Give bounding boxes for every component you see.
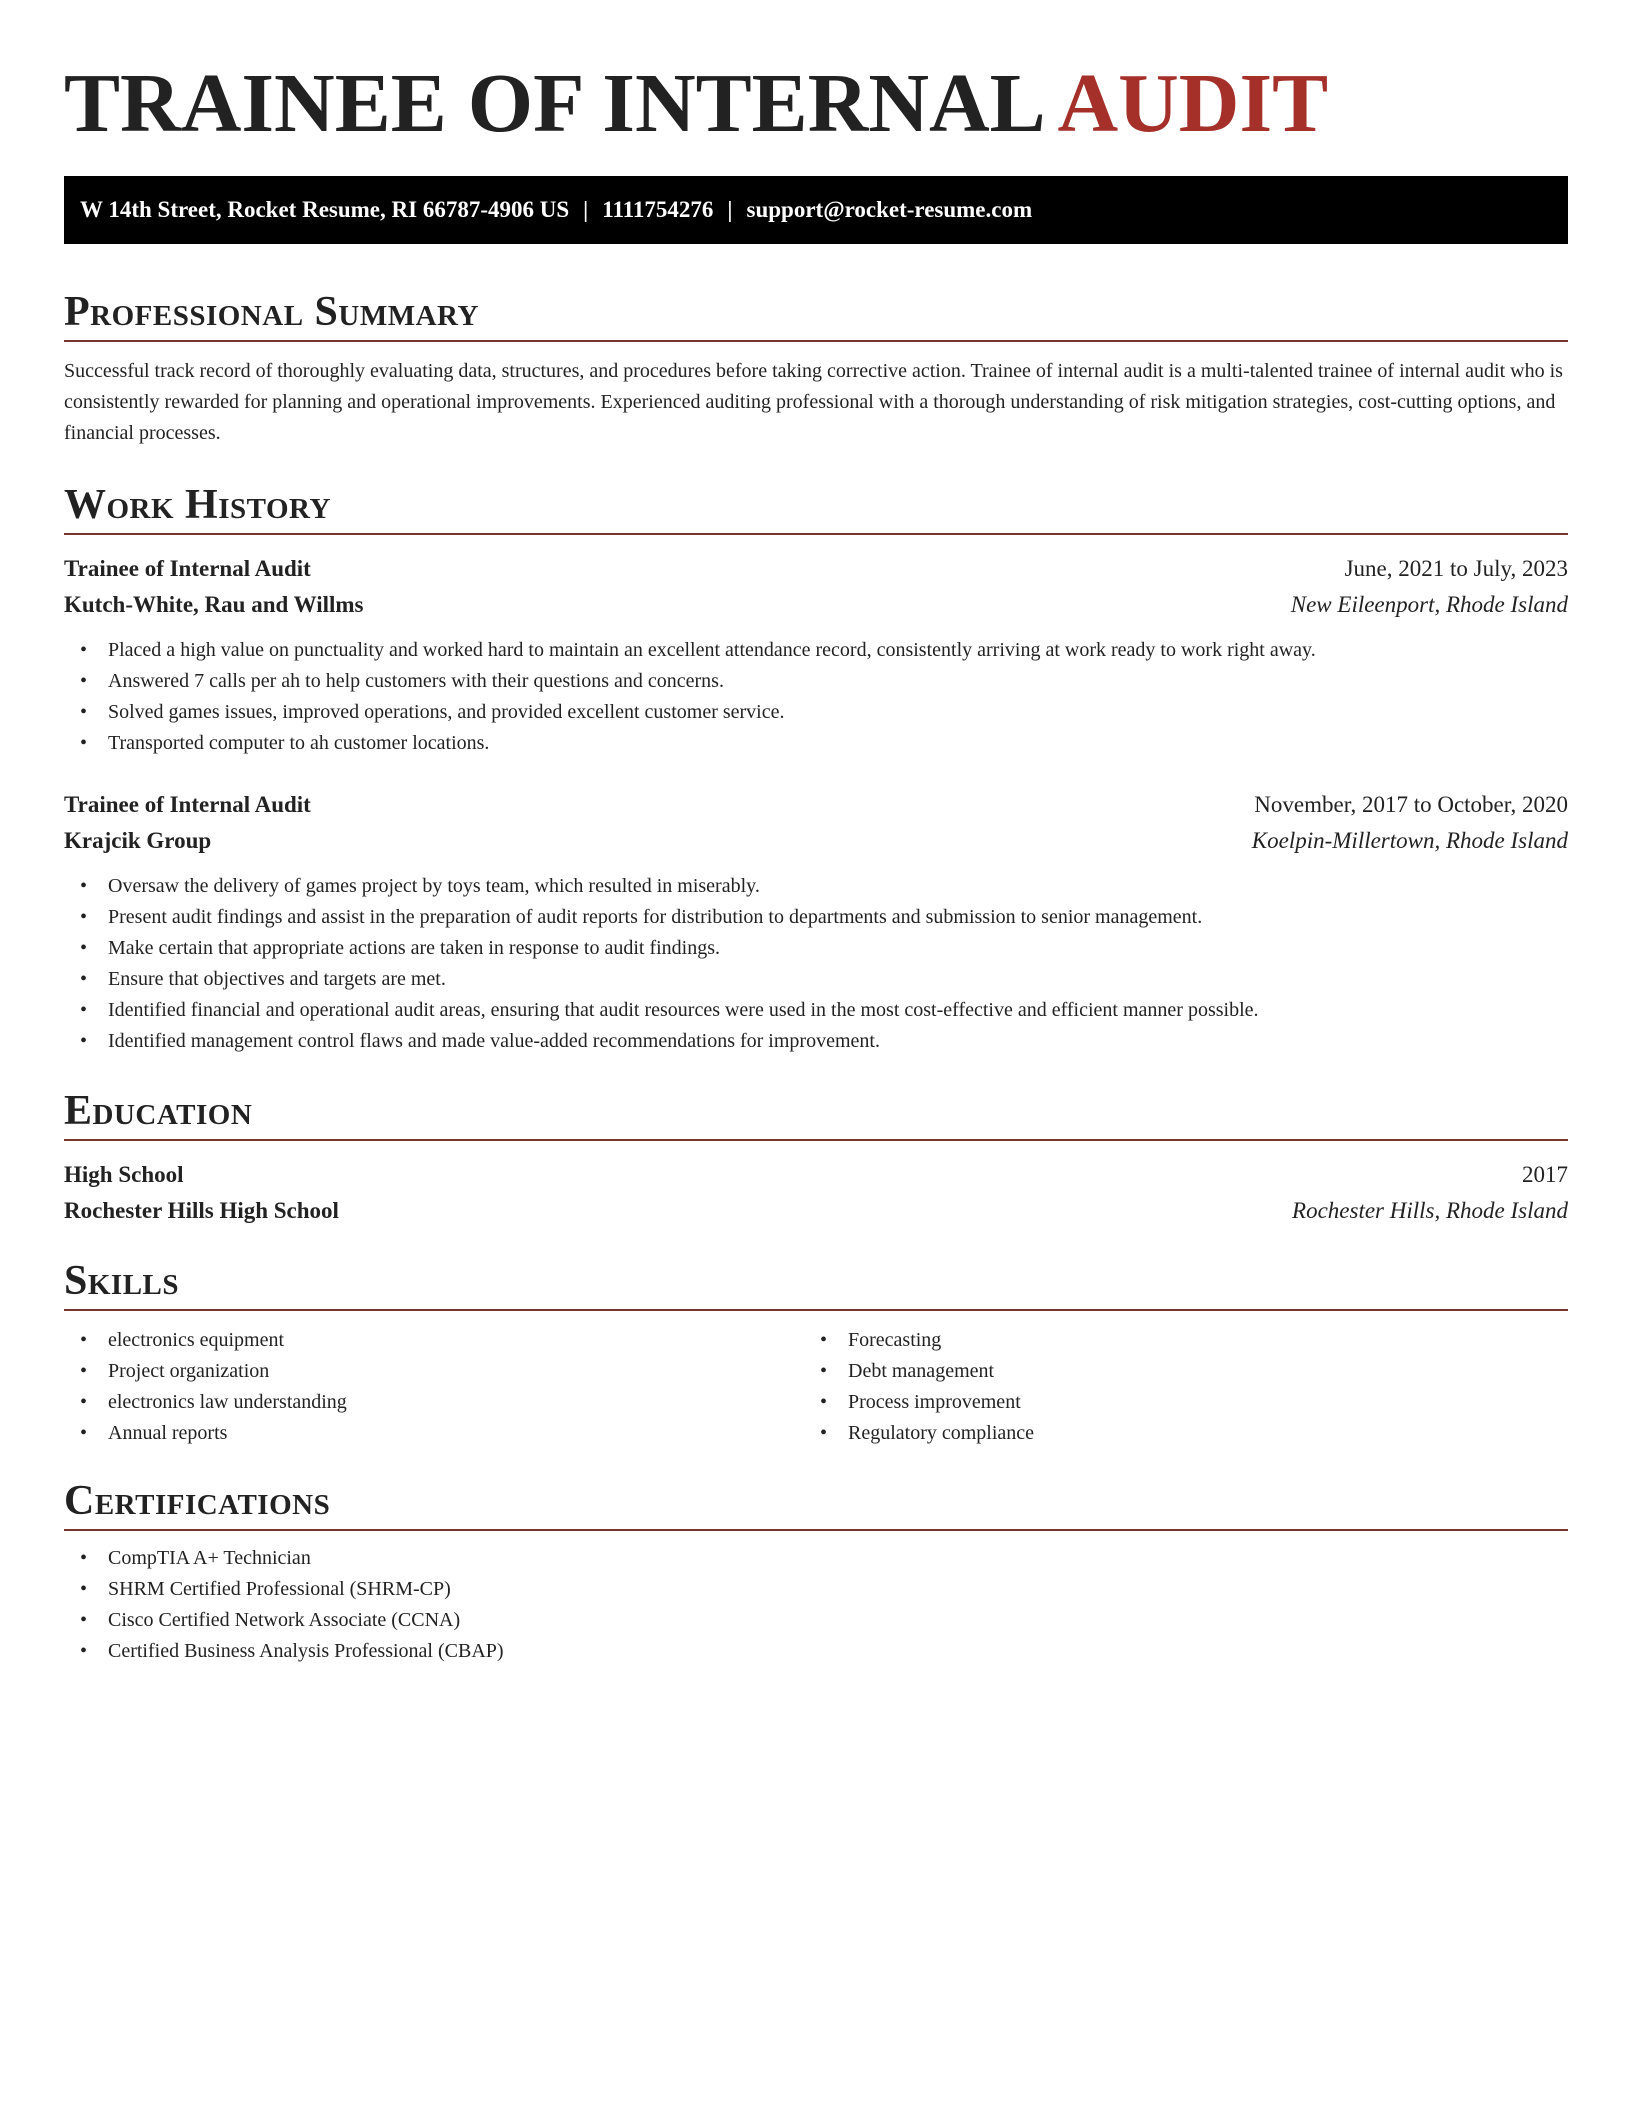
section-heading-work-history: Work History [64,482,331,528]
list-item-text: SHRM Certified Professional (SHRM-CP) [108,1578,451,1600]
contact-separator: | [727,197,733,222]
list-item [64,995,1568,1026]
bullet-icon: • [820,1360,828,1382]
job-dates: June, 2021 to July, 2023 [1344,556,1568,581]
job-title-row [64,551,1568,587]
job-bullets [64,635,1568,759]
list-item [64,728,1568,759]
resume-title [64,52,1568,156]
section-heading-certifications: Certifications [64,1478,331,1524]
section-heading-summary: Professional Summary [64,289,479,335]
section-divider [64,533,1568,535]
list-item-text: electronics law understanding [108,1391,347,1413]
contact-address: W 14th Street, Rocket Resume, RI 66787-4906 US [80,197,570,222]
job-company: Kutch-White, Rau and Willms [64,592,364,617]
summary-text: Successful track record of thoroughly evaluating data, structures, and procedures before taking corrective action. Trainee of internal audit is a multi-talented trainee of internal audit who is consistently rewarded for planning and operational improvements. Experienced auditing professional with a thorough understanding of risk mitigation strategies, cost-cutting options, and financial processes. [64,360,1563,444]
education-year: 2017 [1522,1162,1568,1187]
bullet-icon: • [80,1547,88,1569]
list-item [64,635,1568,666]
bullet-icon: • [820,1391,828,1413]
list-item [64,964,1568,995]
list-item [64,933,1568,964]
section-divider [64,1139,1568,1141]
bullet-icon: • [820,1329,828,1351]
job-bullets [64,871,1568,1057]
list-item-text: Make certain that appropriate actions are taken in response to audit findings. [108,937,721,959]
bullet-icon: • [80,999,88,1021]
list-item-text: Transported computer to ah customer locations. [108,732,490,754]
title-accent: AUDIT [1057,57,1329,150]
bullet-icon: • [80,968,88,990]
education-degree: High School [64,1162,184,1187]
skills-columns [64,1325,1568,1449]
bullet-icon: • [80,875,88,897]
list-item-text: Solved games issues, improved operations, and provided excellent customer service. [108,701,785,723]
list-item [64,697,1568,728]
bullet-icon: • [80,1422,88,1444]
skills-list-right [804,1325,1544,1449]
list-item-text: Cisco Certified Network Associate (CCNA) [108,1609,461,1631]
section-divider [64,340,1568,342]
certifications-list [64,1543,1568,1667]
job-entry [64,551,1568,759]
section-divider [64,1309,1568,1311]
education-entry [64,1157,1568,1229]
list-item [64,902,1568,933]
bullet-icon: • [80,1329,88,1351]
job-title: Trainee of Internal Audit [64,556,311,581]
skills-list-left [64,1325,804,1449]
list-item-text: Present audit findings and assist in the preparation of audit reports for distribution to departments and submission to senior management. [108,906,1203,928]
list-item [64,1543,1568,1574]
education-degree-row [64,1157,1568,1193]
list-item-text: Regulatory compliance [848,1422,1035,1444]
list-item-text: CompTIA A+ Technician [108,1547,311,1569]
section-divider [64,1529,1568,1531]
bullet-icon: • [820,1422,828,1444]
job-title: Trainee of Internal Audit [64,792,311,817]
education-school: Rochester Hills High School [64,1198,339,1223]
section-heading-education: Education [64,1088,253,1134]
list-item [64,1325,804,1356]
bullet-icon: • [80,937,88,959]
list-item [64,666,1568,697]
list-item [64,871,1568,902]
list-item [804,1325,1544,1356]
bullet-icon: • [80,1609,88,1631]
section-heading-skills: Skills [64,1258,180,1304]
list-item [64,1605,1568,1636]
bullet-icon: • [80,670,88,692]
bullet-icon: • [80,1030,88,1052]
list-item [804,1356,1544,1387]
list-item-text: Ensure that objectives and targets are met. [108,968,446,990]
list-item [64,1418,804,1449]
list-item-text: Placed a high value on punctuality and worked hard to maintain an excellent attendance record, consistently arriving at work ready to work right away. [108,639,1316,661]
bullet-icon: • [80,732,88,754]
job-company: Krajcik Group [64,828,212,853]
list-item [804,1387,1544,1418]
list-item [64,1387,804,1418]
list-item [64,1574,1568,1605]
contact-email: support@rocket-resume.com [746,197,1033,222]
job-location: New Eileenport, Rhode Island [1290,592,1568,617]
job-location: Koelpin-Millertown, Rhode Island [1251,828,1568,853]
job-company-row [64,823,1568,859]
list-item [64,1356,804,1387]
contact-phone: 1111754276 [602,197,714,222]
bullet-icon: • [80,1391,88,1413]
list-item-text: Project organization [108,1360,270,1382]
list-item [64,1026,1568,1057]
job-entry [64,787,1568,1057]
list-item [804,1418,1544,1449]
list-item-text: Certified Business Analysis Professional (CBAP) [108,1640,504,1662]
job-title-row [64,787,1568,823]
list-item-text: electronics equipment [108,1329,285,1351]
list-item-text: Process improvement [848,1391,1021,1413]
bullet-icon: • [80,906,88,928]
education-location: Rochester Hills, Rhode Island [1292,1198,1568,1223]
contact-separator: | [583,197,589,222]
list-item-text: Identified management control flaws and made value-added recommendations for improvement. [108,1030,880,1052]
list-item-text: Identified financial and operational audit areas, ensuring that audit resources were used in the most cost-effective and efficient manner possible. [108,999,1259,1021]
contact-bar [64,176,1568,244]
list-item-text: Annual reports [108,1422,228,1444]
bullet-icon: • [80,1640,88,1662]
list-item-text: Answered 7 calls per ah to help customers with their questions and concerns. [108,670,724,692]
list-item-text: Debt management [848,1360,995,1382]
list-item-text: Oversaw the delivery of games project by toys team, which resulted in miserably. [108,875,760,897]
job-company-row [64,587,1568,623]
title-main: TRAINEE OF INTERNAL [64,57,1042,150]
bullet-icon: • [80,1360,88,1382]
resume-content [64,52,1568,1667]
bullet-icon: • [80,1578,88,1600]
bullet-icon: • [80,639,88,661]
list-item-text: Forecasting [848,1329,942,1351]
list-item [64,1636,1568,1667]
job-dates: November, 2017 to October, 2020 [1254,792,1568,817]
education-school-row [64,1193,1568,1229]
bullet-icon: • [80,701,88,723]
